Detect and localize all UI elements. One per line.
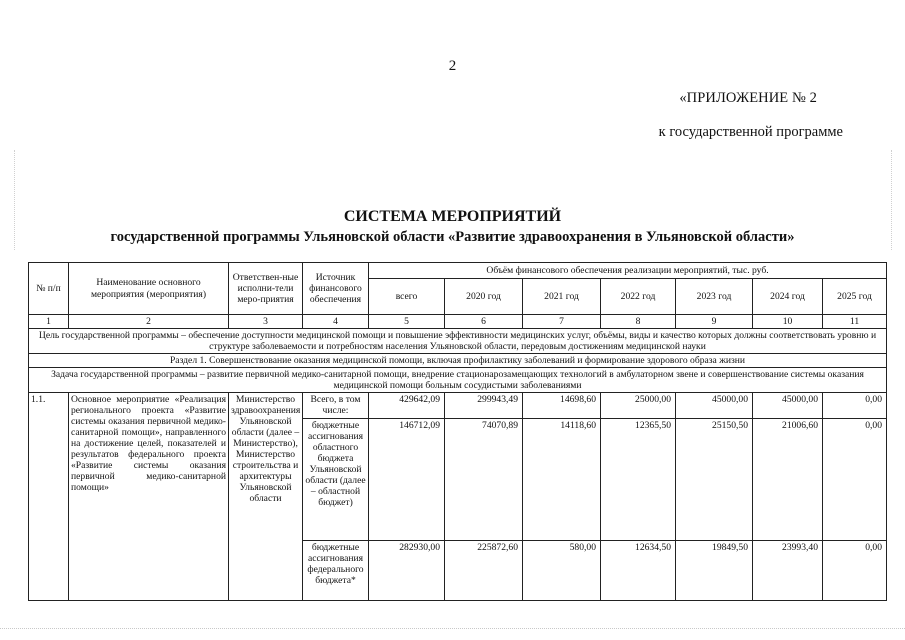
column-number-row	[29, 315, 887, 329]
header-total: всего	[369, 279, 445, 315]
amount-total: 146712,09	[369, 419, 445, 541]
program-goal: Цель государственной программы – обеспечение доступности медицинской помощи и повышение эффективности медицинских услуг, объёмы, виды и качество которых должны соответствовать уровню и структуре заболеваемости и потребностям населения Ульяновской области, передовым достижениям медицинской науки	[29, 329, 887, 354]
column-number: 5	[369, 315, 445, 329]
amount-2023: 25150,50	[676, 419, 753, 541]
activity-name: Основное мероприятие «Реализация регионального проекта «Развитие системы оказания первичной медико-санитарной помощи», направленного на достижение целей, показателей и результатов федерального проекта «Развитие системы оказания первичной медико-санитарной помощи»	[69, 393, 229, 601]
header-2023: 2023 год	[676, 279, 753, 315]
header-2021: 2021 год	[523, 279, 601, 315]
amount-2023: 19849,50	[676, 541, 753, 601]
amount-2024: 23993,40	[753, 541, 823, 601]
page-number: 2	[448, 58, 457, 74]
activities-table	[28, 262, 887, 601]
document-subtitle: государственной программы Ульяновской области «Развитие здравоохранения в Ульяновской области»	[110, 229, 795, 245]
amount-total: 282930,00	[369, 541, 445, 601]
column-number: 8	[601, 315, 676, 329]
funding-source: бюджетные ассигнования федерального бюджета*	[303, 541, 369, 601]
column-number: 2	[69, 315, 229, 329]
table-row	[29, 393, 887, 419]
amount-2024: 45000,00	[753, 393, 823, 419]
scan-edge-left	[14, 150, 15, 250]
program-task: Задача государственной программы – развитие первичной медико-санитарной помощи, внедрение стационарозамещающих технологий в амбулаторном звене и совершенствование системы оказания медицинской помощи больным сосудистыми заболеваниями	[29, 368, 887, 393]
section-row	[29, 354, 887, 368]
column-number: 4	[303, 315, 369, 329]
row-number: 1.1.	[29, 393, 69, 601]
scan-edge-right	[891, 150, 892, 250]
section-title: Раздел 1. Совершенствование оказания медицинской помощи, включая профилактику заболеваний и формирование здорового образа жизни	[29, 354, 887, 368]
amount-2022: 12634,50	[601, 541, 676, 601]
amount-2023: 45000,00	[676, 393, 753, 419]
amount-2024: 21006,60	[753, 419, 823, 541]
header-volume-group: Объём финансового обеспечения реализации мероприятий, тыс. руб.	[369, 263, 887, 279]
amount-2021: 14698,60	[523, 393, 601, 419]
header-executor: Ответствен-ные исполни-тели меро-приятия	[229, 263, 303, 315]
column-number: 11	[823, 315, 887, 329]
amount-2021: 14118,60	[523, 419, 601, 541]
header-2022: 2022 год	[601, 279, 676, 315]
activity-executor: Министерство здравоохранения Ульяновской области (далее – Министерство), Министерство строительства и архитектуры Ульяновской области	[229, 393, 303, 601]
amount-2020: 299943,49	[445, 393, 523, 419]
funding-source: Всего, в том числе:	[303, 393, 369, 419]
header-row-1	[29, 263, 887, 279]
column-number: 6	[445, 315, 523, 329]
column-number: 1	[29, 315, 69, 329]
header-2020: 2020 год	[445, 279, 523, 315]
column-number: 7	[523, 315, 601, 329]
amount-2020: 74070,89	[445, 419, 523, 541]
document-title: СИСТЕМА МЕРОПРИЯТИЙ	[343, 208, 562, 225]
header-name: Наименование основного мероприятия (мероприятия)	[69, 263, 229, 315]
header-source: Источник финансового обеспечения	[303, 263, 369, 315]
funding-source: бюджетные ассигнования областного бюджета Ульяновской области (далее – областной бюджет)	[303, 419, 369, 541]
amount-total: 429642,09	[369, 393, 445, 419]
amount-2021: 580,00	[523, 541, 601, 601]
column-number: 9	[676, 315, 753, 329]
column-number: 10	[753, 315, 823, 329]
amount-2020: 225872,60	[445, 541, 523, 601]
goal-row	[29, 329, 887, 354]
page-bottom-edge	[0, 628, 905, 629]
column-number: 3	[229, 315, 303, 329]
header-2024: 2024 год	[753, 279, 823, 315]
header-num: № п/п	[29, 263, 69, 315]
appendix-label: «ПРИЛОЖЕНИЕ № 2	[679, 90, 817, 106]
amount-2022: 12365,50	[601, 419, 676, 541]
header-2025: 2025 год	[823, 279, 887, 315]
task-row	[29, 368, 887, 393]
amount-2025: 0,00	[823, 393, 887, 419]
amount-2025: 0,00	[823, 541, 887, 601]
amount-2025: 0,00	[823, 419, 887, 541]
amount-2022: 25000,00	[601, 393, 676, 419]
appendix-reference: к государственной программе	[658, 124, 843, 140]
